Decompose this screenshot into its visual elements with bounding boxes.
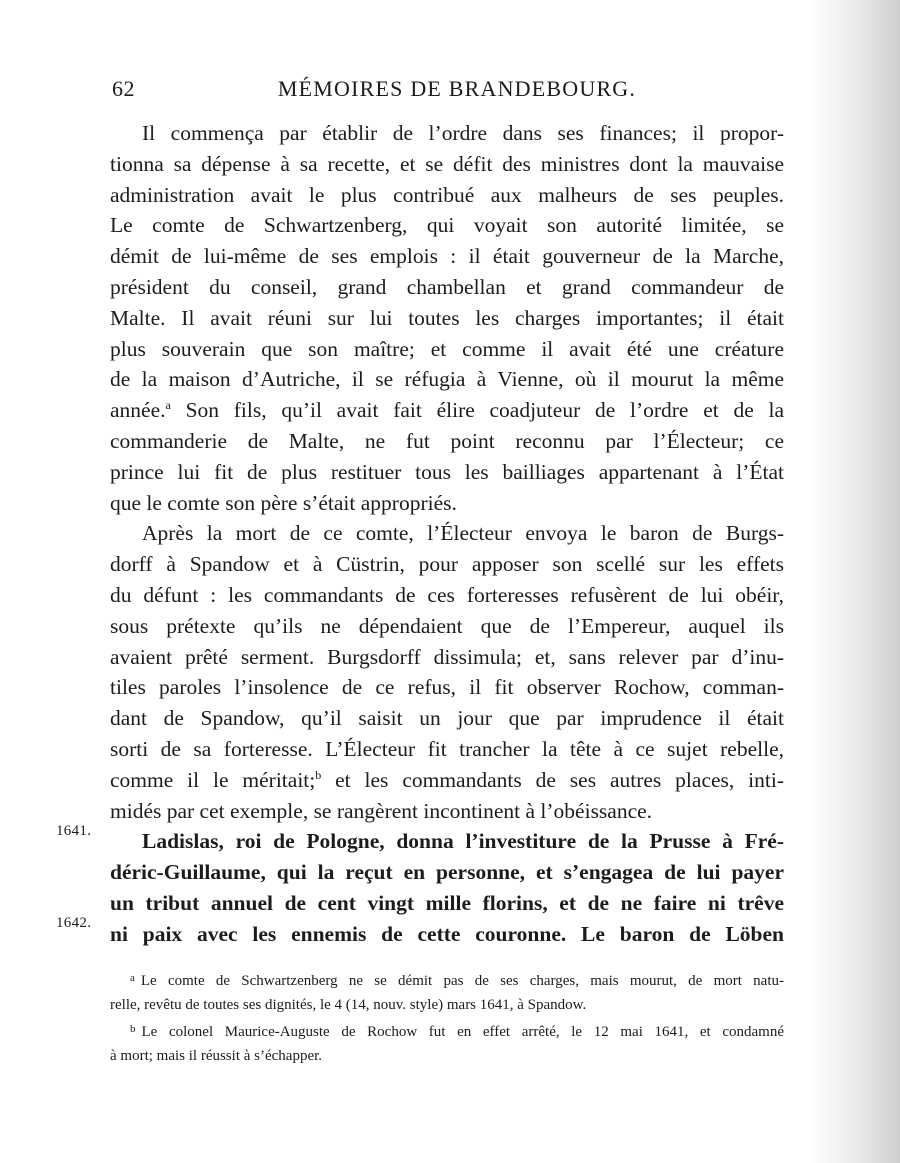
text-line: du défunt : les commandants de ces forteresses refusèrent de lui obéir, <box>110 582 784 607</box>
text-line: dorff à Spandow et à Cüstrin, pour apposer son scellé sur les effets <box>110 552 784 577</box>
text-line: plus souverain que son maître; et comme il avait été une créature <box>110 336 784 361</box>
text-line: un tribut annuel de cent vingt mille florins, et de ne faire ni trêve <box>110 890 784 915</box>
footnotes <box>110 966 784 1068</box>
text-fragment: Son fils, qu’il avait fait élire coadjuteur de l’ordre et de la <box>185 398 784 423</box>
paragraph-1 <box>110 118 784 518</box>
page-number: 62 <box>112 76 135 101</box>
text-fragment: comme il le méritait; <box>110 767 316 792</box>
text-line: déric-Guillaume, qui la reçut en personne, et s’engagea de lui payer <box>110 860 784 885</box>
footnote-line <box>110 966 784 993</box>
text-line: avaient prêté serment. Burgsdorff dissimula; et, sans relever par d’inu- <box>110 644 784 669</box>
footnote-marker-a: a <box>165 398 171 413</box>
text-line: Le comte de Schwartzenberg, qui voyait son autorité limitée, se <box>110 213 784 238</box>
text-line: midés par cet exemple, se rangèrent incontinent à l’obéissance. <box>110 798 653 823</box>
text-line: de la maison d’Autriche, il se réfugia à Vienne, où il mourut la même <box>110 367 784 392</box>
body-text <box>110 118 784 950</box>
text-line: démit de lui-même de ses emplois : il était gouverneur de la Marche, <box>110 244 784 269</box>
text-line: dant de Spandow, qu’il saisit un jour que par imprudence il était <box>110 706 784 731</box>
text-line: Ladislas, roi de Pologne, donna l’investiture de la Prusse à Fré- <box>142 829 784 854</box>
text-line: que le comte son père s’était appropriés. <box>110 490 457 515</box>
text-line: ni paix avec les ennemis de cette couronne. Le baron de Löben <box>110 921 784 946</box>
text-line: tiles paroles l’insolence de ce refus, il fit observer Rochow, comman- <box>110 675 784 700</box>
text-line: président du conseil, grand chambellan et grand commandeur de <box>110 274 784 299</box>
footnote-line: relle, revêtu de toutes ses dignités, le 4 (14, nouv. style) mars 1641, à Spandow. <box>110 997 587 1013</box>
text-line: prince lui fit de plus restituer tous les bailliages appartenant à l’État <box>110 459 784 484</box>
footnote-mark: b <box>130 1023 136 1035</box>
margin-year-1642: 1642. <box>56 915 92 931</box>
footnote-text: Le comte de Schwartzenberg ne se démit pas de ses charges, mais mourut, de mort natu- <box>140 973 784 989</box>
footnote-marker-b: b <box>315 767 322 782</box>
text-line: sous prétexte qu’ils ne dépendaient que de l’Empereur, auquel ils <box>110 613 784 638</box>
running-head <box>110 76 784 106</box>
paragraph-3 <box>110 826 784 949</box>
footnote-a <box>110 966 784 1017</box>
text-line: Il commença par établir de l’ordre dans ses finances; il propor- <box>142 121 784 145</box>
running-title: MÉMOIRES DE BRANDEBOURG. <box>277 76 637 101</box>
text-line: tionna sa dépense à sa recette, et se défit des ministres dont la mauvaise <box>110 151 784 176</box>
page-edge-shadow <box>810 0 900 1163</box>
text-fragment: année. <box>110 398 166 423</box>
footnote-b <box>110 1017 784 1068</box>
text-line: Après la mort de ce comte, l’Électeur envoya le baron de Burgs- <box>142 521 784 546</box>
text-line: commanderie de Malte, ne fut point reconnu par l’Électeur; ce <box>110 428 784 453</box>
margin-year-1641: 1641. <box>56 823 92 839</box>
text-fragment: et les commandants de ses autres places, inti- <box>335 767 784 792</box>
text-line-with-note <box>110 765 784 796</box>
footnote-text: Le colonel Maurice-Auguste de Rochow fut en effet arrêté, le 12 mai 1641, et condamné <box>141 1024 784 1040</box>
text-line: Malte. Il avait réuni sur lui toutes les charges importantes; il était <box>110 305 784 330</box>
footnote-line <box>110 1017 784 1044</box>
text-line: administration avait le plus contribué aux malheurs de ses peuples. <box>110 182 784 207</box>
text-line: sorti de sa forteresse. L’Électeur fit trancher la tête à ce sujet rebelle, <box>110 736 784 761</box>
footnote-line: à mort; mais il réussit à s’échapper. <box>110 1048 323 1064</box>
footnote-mark: a <box>130 972 135 984</box>
paragraph-2 <box>110 518 784 826</box>
text-line-with-note <box>110 395 784 426</box>
